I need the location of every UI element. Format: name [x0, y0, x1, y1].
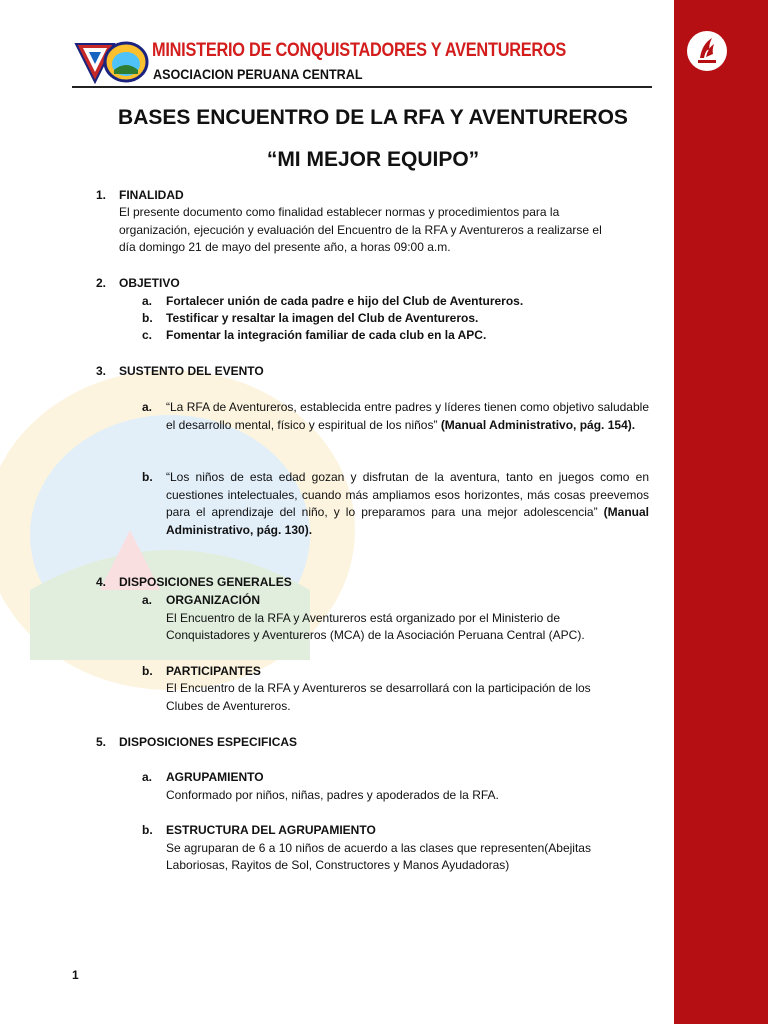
objective-b-text: Testificar y resaltar la imagen del Club de Aventureros.: [166, 311, 479, 325]
section-1-line-1: El presente documento como finalidad establecer normas y procedimientos para la: [119, 205, 560, 219]
objective-a-letter: a.: [142, 294, 153, 308]
organization-line-2: Conquistadores y Aventureros (MCA) de la Asociación Peruana Central (APC).: [166, 628, 585, 642]
adventist-logo-icon: [686, 30, 728, 72]
section-4-number: 4.: [96, 575, 107, 589]
section-2-title: OBJETIVO: [119, 276, 180, 290]
objective-c-text: Fomentar la integración familiar de cada club en la APC.: [166, 328, 487, 342]
grouping-line-1: Conformado por niños, niñas, padres y apoderados de la RFA.: [166, 788, 499, 802]
support-b-quote: “Los niños de esta edad gozan y disfrutan de la aventura, tanto en juegos como en cuestiones intelectuales, cuando más ampliamos esos horizontes, más cosas preevemos para el aprendizaje del niño, y lo preparamos para una mejor adolescencia”: [166, 470, 649, 519]
page-number: 1: [72, 968, 79, 982]
support-b-reference: (Manual Administrativo, pág. 130).: [166, 505, 649, 537]
document-subtitle: “MI MEJOR EQUIPO”: [266, 148, 480, 171]
structure-line-2: Laboriosas, Rayitos de Sol, Constructores y Manos Ayudadoras): [166, 858, 510, 872]
support-b-letter: b.: [142, 470, 153, 484]
grouping-letter: a.: [142, 770, 153, 784]
structure-letter: b.: [142, 823, 153, 837]
header-subtitle: ASOCIACION PERUANA CENTRAL: [153, 66, 363, 82]
section-4-title: DISPOSICIONES GENERALES: [119, 575, 292, 589]
participants-line-2: Clubes de Aventureros.: [166, 699, 291, 713]
support-b-paragraph: [166, 469, 649, 539]
support-a-reference: (Manual Administrativo, pág. 154).: [440, 417, 636, 432]
objective-b-letter: b.: [142, 311, 153, 325]
objective-c-letter: c.: [142, 328, 153, 342]
section-5-title: DISPOSICIONES ESPECIFICAS: [119, 735, 298, 749]
grouping-title: AGRUPAMIENTO: [166, 770, 264, 784]
section-3-title: SUSTENTO DEL EVENTO: [119, 364, 264, 378]
section-3-number: 3.: [96, 364, 107, 378]
header-divider: [72, 86, 652, 88]
objective-a-text: Fortalecer unión de cada padre e hijo del Club de Aventureros.: [166, 294, 524, 308]
document-title: BASES ENCUENTRO DE LA RFA Y AVENTUREROS: [118, 106, 628, 129]
support-a-quote: “La RFA de Aventureros, establecida entre padres y líderes tienen como objetivo saludable el desarrollo mental, físico y espiritual de los niños”: [166, 400, 649, 432]
section-1-title: FINALIDAD: [119, 188, 184, 202]
section-1-line-2: organización, ejecución y evaluación del Encuentro de la RFA y Aventureros a realizarse el: [119, 223, 602, 237]
support-a-paragraph: [166, 399, 649, 434]
organization-title: ORGANIZACIÓN: [166, 593, 260, 607]
structure-line-1: Se agruparan de 6 a 10 niños de acuerdo a las clases que representen(Abejitas: [166, 841, 591, 855]
section-1-line-3: día domingo 21 de mayo del presente año, a horas 09:00 a.m.: [119, 240, 451, 254]
section-2-number: 2.: [96, 276, 107, 290]
organization-letter: a.: [142, 593, 153, 607]
section-5-number: 5.: [96, 735, 107, 749]
section-1-number: 1.: [96, 188, 107, 202]
participants-line-1: El Encuentro de la RFA y Aventureros se desarrollará con la participación de los: [166, 681, 591, 695]
participants-title: PARTICIPANTES: [166, 664, 261, 678]
support-a-letter: a.: [142, 400, 153, 414]
organization-line-1: El Encuentro de la RFA y Aventureros está organizado por el Ministerio de: [166, 611, 561, 625]
participants-letter: b.: [142, 664, 153, 678]
club-logo-icon: [74, 38, 149, 86]
structure-title: ESTRUCTURA DEL AGRUPAMIENTO: [166, 823, 376, 837]
header-title: MINISTERIO DE CONQUISTADORES Y AVENTUREROS: [152, 40, 567, 61]
